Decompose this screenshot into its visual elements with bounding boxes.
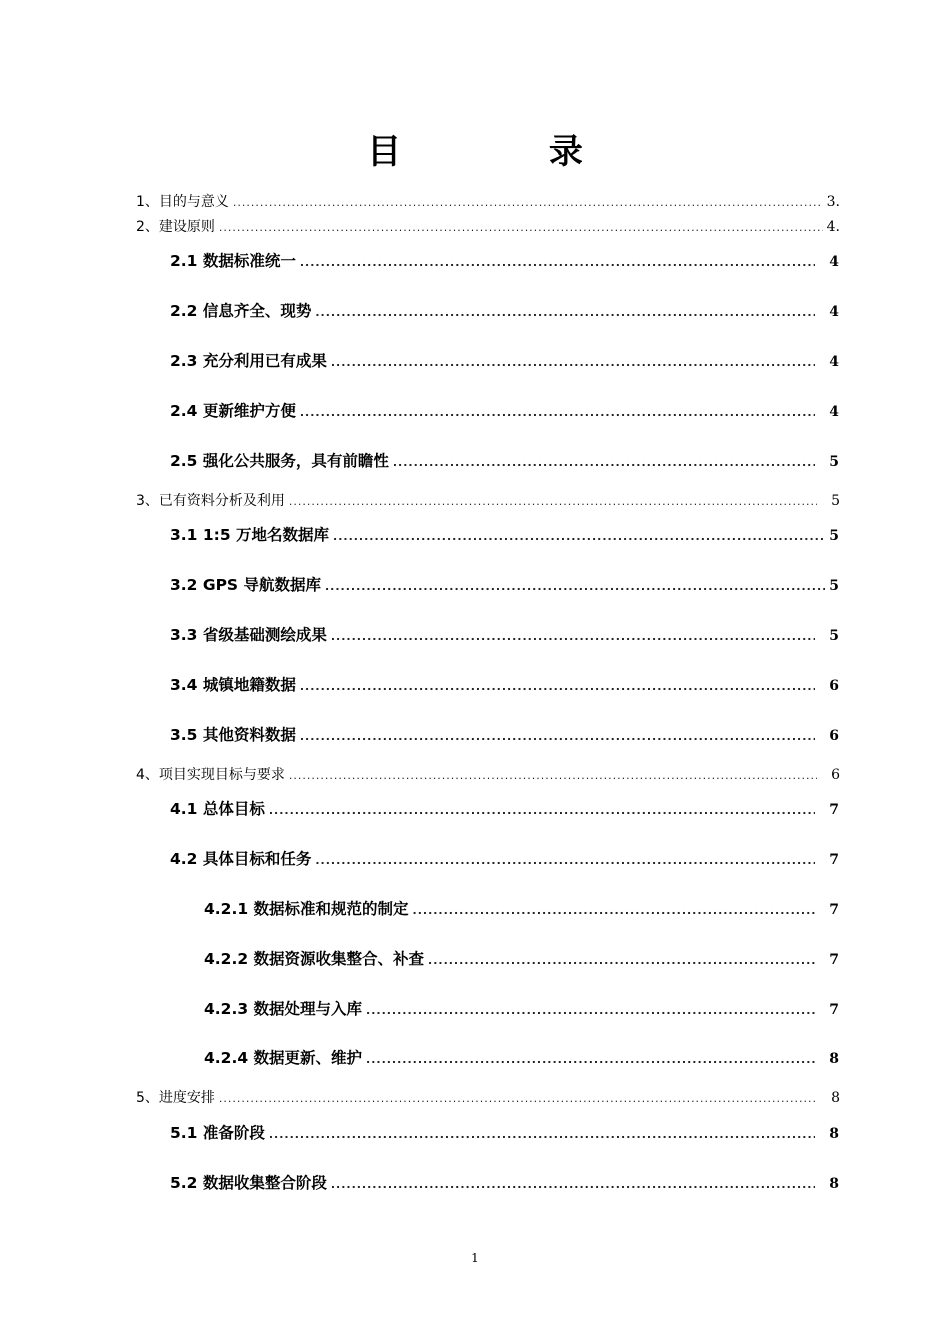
toc-entry[interactable] <box>204 897 839 919</box>
toc-entry-label: 2.3 充分利用已有成果 <box>170 352 327 370</box>
toc-entry-page: 6 <box>829 678 839 694</box>
toc-entry[interactable] <box>136 191 840 211</box>
toc-entry-label: 4.2.3 数据处理与入库 <box>204 1000 363 1018</box>
toc-entry-page: 4. <box>826 219 840 235</box>
toc-entry-label: 1、目的与意义 <box>136 194 229 210</box>
toc-entry-page: 7 <box>829 802 839 818</box>
toc-entry-page: 4 <box>829 254 839 270</box>
toc-entry-page: 7 <box>829 1002 839 1018</box>
toc-leader-dots <box>300 256 815 269</box>
toc-leader-dots <box>428 954 815 967</box>
toc-leader-dots <box>289 495 817 508</box>
toc-entry[interactable] <box>170 573 839 595</box>
toc-leader-dots <box>289 769 817 782</box>
toc-entry-page: 3. <box>826 194 840 210</box>
toc-entry-page: 5 <box>829 454 839 470</box>
toc-leader-dots <box>333 530 825 543</box>
toc-entry-page: 8 <box>829 1126 839 1142</box>
toc-leader-dots <box>331 630 815 643</box>
toc-leader-dots <box>219 1092 817 1105</box>
toc-leader-dots <box>269 1128 815 1141</box>
toc-entry[interactable] <box>170 449 839 471</box>
toc-leader-dots <box>233 196 823 209</box>
toc-entry[interactable] <box>136 216 840 236</box>
toc-leader-dots <box>300 730 815 743</box>
toc-entry[interactable] <box>170 847 839 869</box>
toc-leader-dots <box>300 406 815 419</box>
toc-entry-page: 4 <box>829 304 839 320</box>
toc-entry-label: 3.2 GPS 导航数据库 <box>170 576 321 594</box>
toc-entry-label: 4.1 总体目标 <box>170 800 265 818</box>
toc-entry[interactable] <box>170 1171 839 1193</box>
toc-entry[interactable] <box>170 623 839 645</box>
toc-entry-label: 3.5 其他资料数据 <box>170 726 296 744</box>
toc-entry-page: 7 <box>829 902 839 918</box>
toc-entry-label: 4.2.4 数据更新、维护 <box>204 1049 363 1067</box>
toc-leader-dots <box>331 1178 815 1191</box>
toc-entry-label: 4.2.2 数据资源收集整合、补查 <box>204 950 425 968</box>
toc-entry[interactable] <box>170 299 839 321</box>
toc-leader-dots <box>219 221 823 234</box>
toc-entry[interactable] <box>170 399 839 421</box>
toc-entry[interactable] <box>204 1046 839 1068</box>
toc-entry-page: 8 <box>829 1176 839 1192</box>
toc-entry-label: 2.1 数据标准统一 <box>170 252 296 270</box>
toc-entry-page: 5 <box>829 628 839 644</box>
toc-entry-label: 5.2 数据收集整合阶段 <box>170 1174 327 1192</box>
toc-entry-page: 5 <box>831 493 840 509</box>
toc-entry-page: 6 <box>831 767 840 783</box>
toc-leader-dots <box>331 356 815 369</box>
toc-entry-label: 3.3 省级基础测绘成果 <box>170 626 327 644</box>
toc-entry-label: 5、进度安排 <box>136 1090 215 1106</box>
toc-entry-label: 4、项目实现目标与要求 <box>136 767 285 783</box>
toc-leader-dots <box>366 1053 815 1066</box>
toc-entry-label: 3.1 1:5 万地名数据库 <box>170 526 330 544</box>
toc-entry-page: 5 <box>829 578 839 594</box>
toc-leader-dots <box>393 456 815 469</box>
toc-entry-label: 4.2 具体目标和任务 <box>170 850 312 868</box>
toc-entry[interactable] <box>136 490 840 510</box>
toc-entry[interactable] <box>204 947 839 969</box>
toc-entry-label: 2.5 强化公共服务，具有前瞻性 <box>170 452 389 470</box>
toc-entry[interactable] <box>170 723 839 745</box>
toc-entry-page: 7 <box>829 952 839 968</box>
toc-entry[interactable] <box>204 997 839 1019</box>
toc-entry-page: 4 <box>829 354 839 370</box>
toc-entry[interactable] <box>170 249 839 271</box>
toc-entry-page: 6 <box>829 728 839 744</box>
toc-entry-page: 7 <box>829 852 839 868</box>
toc-entry-label: 3、已有资料分析及利用 <box>136 493 285 509</box>
toc-entry-label: 4.2.1 数据标准和规范的制定 <box>204 900 409 918</box>
toc-leader-dots <box>413 904 816 917</box>
toc-leader-dots <box>269 804 815 817</box>
page-title: 目 录 <box>367 132 651 172</box>
toc-leader-dots <box>300 680 815 693</box>
toc-entry[interactable] <box>170 349 839 371</box>
toc-entry-page: 8 <box>831 1090 840 1106</box>
toc-entry-page: 8 <box>829 1051 839 1067</box>
toc-entry[interactable] <box>136 1087 840 1107</box>
toc-leader-dots <box>366 1004 815 1017</box>
toc-entry[interactable] <box>170 673 839 695</box>
toc-entry[interactable] <box>170 797 839 819</box>
toc-entry-label: 2、建设原则 <box>136 219 215 235</box>
page-number: 1 <box>471 1251 479 1265</box>
toc-entry[interactable] <box>136 764 840 784</box>
toc-entry-label: 2.2 信息齐全、现势 <box>170 302 312 320</box>
toc-leader-dots <box>325 580 825 593</box>
toc-leader-dots <box>315 306 815 319</box>
toc-leader-dots <box>315 854 815 867</box>
toc-entry[interactable] <box>170 523 839 545</box>
toc-entry-label: 5.1 准备阶段 <box>170 1124 265 1142</box>
toc-entry-label: 2.4 更新维护方便 <box>170 402 296 420</box>
toc-entry[interactable] <box>170 1121 839 1143</box>
toc-entry-page: 4 <box>829 404 839 420</box>
toc-entry-label: 3.4 城镇地籍数据 <box>170 676 296 694</box>
toc-entry-page: 5 <box>829 528 839 544</box>
